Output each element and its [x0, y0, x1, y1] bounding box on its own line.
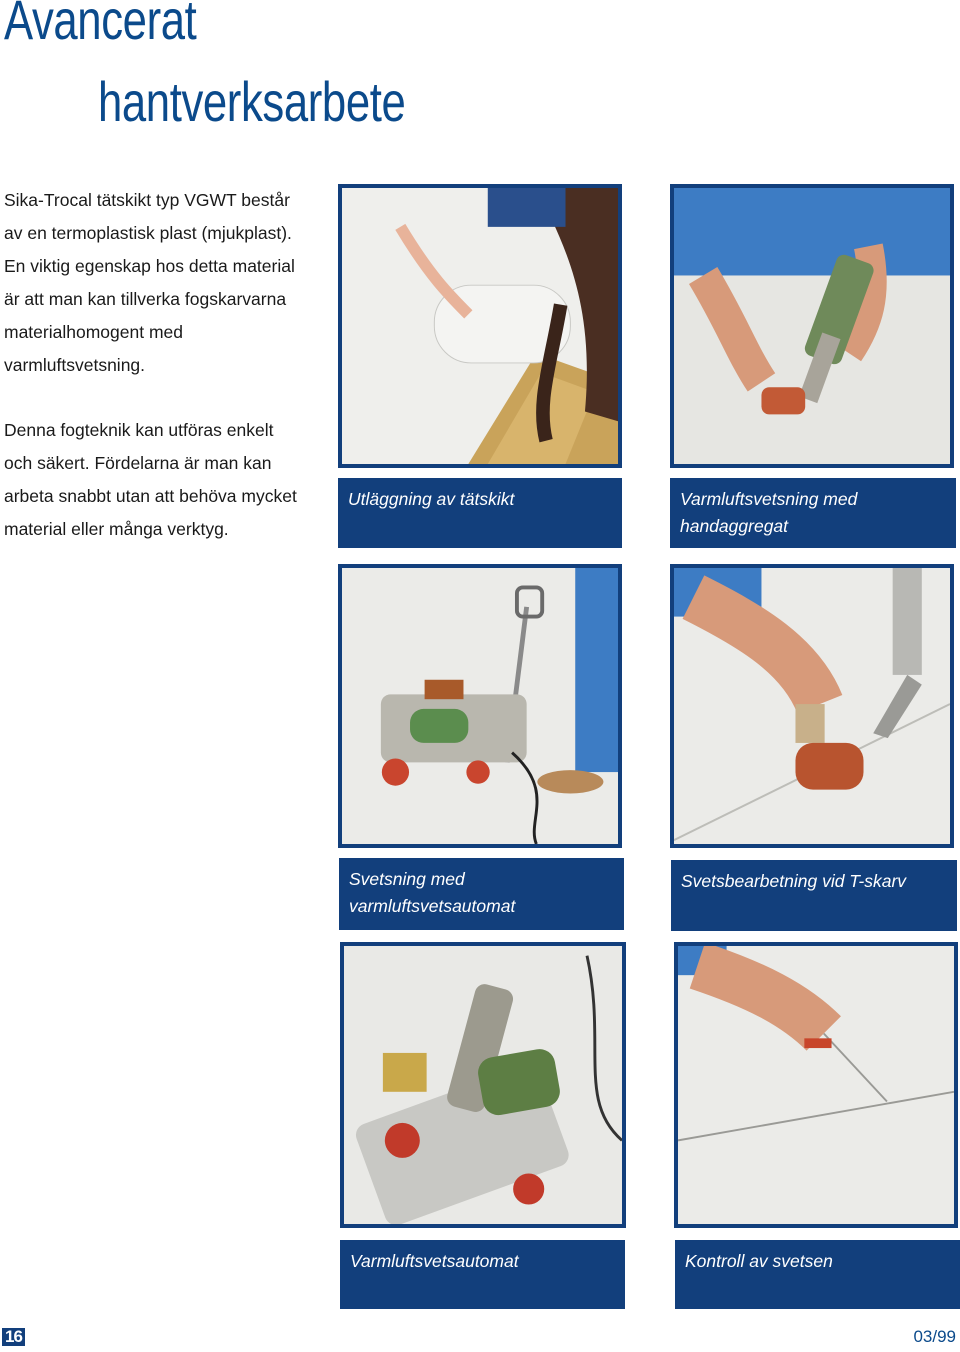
caption-3: Svetsning med varmluftsvetsautomat — [339, 858, 624, 930]
caption-2: Varmluftsvetsning med handaggregat — [670, 478, 956, 548]
page-number: 16 — [2, 1328, 25, 1346]
photo-welding-machine-closeup — [340, 942, 626, 1228]
photo-automatic-welder — [338, 564, 622, 848]
photo-t-joint-tool — [670, 564, 954, 848]
caption-6: Kontroll av svetsen — [675, 1240, 960, 1309]
page-title-line1: Avancerat — [4, 0, 197, 51]
photo-laying-membrane — [338, 184, 622, 468]
photo-hand-welding — [670, 184, 954, 468]
intro-paragraph-2: Denna fogteknik kan utföras enkelt och säkert. Fördelarna är man kan arbeta snabbt utan att behöva mycket material eller många verktyg. — [4, 420, 297, 539]
caption-4: Svetsbearbetning vid T-skarv — [671, 860, 957, 931]
issue-date: 03/99 — [913, 1327, 956, 1346]
photo-weld-inspection — [674, 942, 958, 1228]
caption-5: Varmluftsvetsautomat — [340, 1240, 625, 1309]
caption-1: Utläggning av tätskikt — [338, 478, 622, 548]
page-title-line2: hantverksarbete — [98, 70, 406, 133]
intro-paragraph-1: Sika-Trocal tätskikt typ VGWT består av en termoplastisk plast (mjukplast). En viktig egenskap hos detta material är att man kan tillverka fogskarvarna materialhomogent med varmluftsvetsning. — [4, 190, 295, 375]
